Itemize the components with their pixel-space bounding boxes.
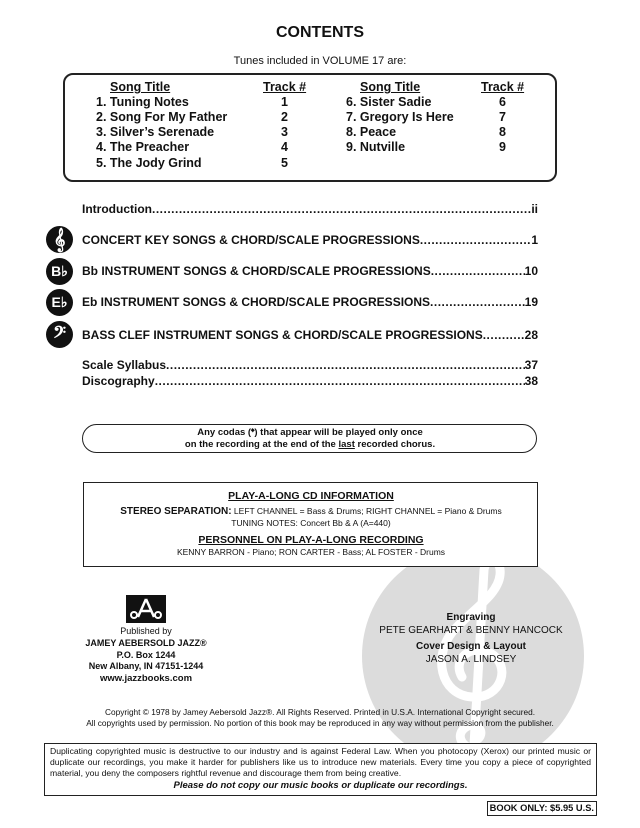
copyright-line2: All copyrights used by permission. No portion of this book may be reproduced in any way without permission from the publisher. bbox=[86, 718, 554, 728]
song-title: 4. The Preacher bbox=[96, 140, 190, 154]
credits-block bbox=[360, 611, 582, 666]
toc-title: BASS CLEF INSTRUMENT SONGS & CHORD/SCALE PROGRESSIONS bbox=[82, 328, 483, 342]
toc-entry-bb bbox=[82, 264, 538, 279]
dot-leader bbox=[430, 295, 525, 310]
warning-box bbox=[44, 743, 597, 796]
logo-icon bbox=[126, 595, 166, 623]
copyright-line1: Copyright © 1978 by Jamey Aebersold Jazz®. All Rights Reserved. Printed in U.S.A. International Copyright secured. bbox=[104, 707, 536, 717]
text: recorded chorus. bbox=[354, 439, 436, 450]
toc-page: 10 bbox=[524, 264, 538, 278]
personnel-list: KENNY BARRON - Piano; RON CARTER - Bass; AL FOSTER - Drums bbox=[176, 547, 446, 557]
toc-title: Eb INSTRUMENT SONGS & CHORD/SCALE PROGRESSIONS bbox=[82, 295, 431, 309]
col-header-track-right: Track # bbox=[481, 80, 525, 94]
toc-entry-introduction bbox=[82, 202, 538, 217]
stereo-text: LEFT CHANNEL = Bass & Drums; RIGHT CHANNEL = Piano & Drums bbox=[231, 506, 502, 516]
publisher-po: P.O. Box 1244 bbox=[116, 649, 176, 660]
song-title: 9. Nutville bbox=[346, 140, 406, 154]
price-row bbox=[44, 801, 597, 816]
publisher-name: JAMEY AEBERSOLD JAZZ® bbox=[85, 637, 207, 648]
volume-subtitle: Tunes included in VOLUME 17 are: bbox=[233, 55, 407, 67]
page-title: CONTENTS bbox=[276, 24, 364, 41]
toc-page: 37 bbox=[524, 358, 538, 372]
publisher-city: New Albany, IN 47151-1244 bbox=[88, 661, 204, 672]
bass-clef-icon: 𝄢 bbox=[46, 321, 73, 348]
coda-note-line1: Any codas (𝄌) that appear will be played only once bbox=[197, 427, 423, 438]
song-title: 7. Gregory Is Here bbox=[346, 110, 454, 124]
publisher-website[interactable]: www.jazzbooks.com bbox=[99, 673, 193, 685]
cover-name: JASON A. LINDSEY bbox=[425, 654, 517, 665]
song-track: 5 bbox=[281, 156, 288, 170]
song-track: 2 bbox=[281, 110, 288, 124]
song-track: 1 bbox=[281, 95, 288, 109]
col-header-song-left: Song Title bbox=[110, 80, 171, 94]
toc-title: Scale Syllabus bbox=[82, 358, 167, 372]
published-by: Published by bbox=[120, 626, 172, 636]
toc-page: 28 bbox=[524, 328, 538, 342]
song-title: 3. Silver’s Serenade bbox=[96, 125, 215, 139]
toc-title: Discography bbox=[82, 374, 155, 388]
toc-page: ii bbox=[531, 202, 538, 216]
text-underlined: last bbox=[338, 439, 355, 450]
song-title: 2. Song For My Father bbox=[96, 110, 228, 124]
dot-leader bbox=[166, 358, 525, 373]
stereo-label: STEREO SEPARATION: bbox=[120, 506, 232, 517]
b-flat-icon: B♭ bbox=[46, 258, 73, 285]
toc-page: 1 bbox=[531, 233, 538, 247]
aebersold-logo bbox=[126, 595, 166, 623]
song-track: 8 bbox=[499, 125, 506, 139]
song-title: 5. The Jody Grind bbox=[96, 156, 202, 170]
cd-info bbox=[83, 490, 539, 558]
dot-leader bbox=[420, 233, 531, 248]
song-track: 6 bbox=[499, 95, 506, 109]
e-flat-icon: E♭ bbox=[46, 289, 73, 316]
engraving-label: Engraving bbox=[446, 612, 496, 623]
col-header-track-left: Track # bbox=[263, 80, 307, 94]
engraving-names: PETE GEARHART & BENNY HANCOCK bbox=[379, 625, 563, 636]
price-tag: BOOK ONLY: $5.95 U.S. bbox=[487, 801, 597, 816]
toc-entry-concert bbox=[82, 233, 538, 248]
song-track: 4 bbox=[281, 140, 288, 154]
warning-plea: Please do not copy our music books or duplicate our recordings. bbox=[173, 780, 468, 791]
stereo-line bbox=[83, 505, 539, 518]
personnel-heading: PERSONNEL ON PLAY-A-LONG RECORDING bbox=[198, 534, 424, 546]
bottom-section bbox=[44, 743, 597, 816]
copyright bbox=[0, 707, 640, 729]
col-header-song-right: Song Title bbox=[360, 80, 421, 94]
toc-page: 19 bbox=[524, 295, 538, 309]
dot-leader bbox=[155, 374, 525, 389]
toc-title: CONCERT KEY SONGS & CHORD/SCALE PROGRESSIONS bbox=[82, 233, 420, 247]
publisher-block bbox=[66, 626, 226, 685]
dot-leader bbox=[431, 264, 525, 279]
toc-entry-discography bbox=[82, 374, 538, 389]
cd-info-heading: PLAY-A-LONG CD INFORMATION bbox=[228, 490, 394, 502]
song-title: 1. Tuning Notes bbox=[96, 95, 189, 109]
tuning-notes: TUNING NOTES: Concert Bb & A (A=440) bbox=[231, 518, 391, 528]
toc-title: Bb INSTRUMENT SONGS & CHORD/SCALE PROGRESSIONS bbox=[82, 264, 431, 278]
song-track: 9 bbox=[499, 140, 506, 154]
toc-entry-scale-syllabus bbox=[82, 358, 538, 373]
toc-entry-bass bbox=[82, 328, 538, 343]
toc-entry-eb bbox=[82, 295, 538, 310]
dot-leader bbox=[152, 202, 531, 217]
coda-note bbox=[82, 427, 538, 451]
treble-clef-icon: 𝄞 bbox=[46, 226, 73, 253]
text: on the recording at the end of the bbox=[184, 439, 339, 450]
toc-title: Introduction bbox=[82, 202, 152, 216]
song-title: 6. Sister Sadie bbox=[346, 95, 432, 109]
warning-text: Duplicating copyrighted music is destructive to our industry and is against Federal Law. When you photocopy (Xerox) our printed music or duplicate our recordings, you make it harder for publishers like us to introduce new materials. Every time you copy a piece of copyrighted material, you deny the composers rightful revenue and discourage them from being creative. bbox=[50, 746, 591, 778]
song-title: 8. Peace bbox=[346, 125, 397, 139]
toc-page: 38 bbox=[524, 374, 538, 388]
song-track: 7 bbox=[499, 110, 506, 124]
coda-note-line2 bbox=[82, 439, 538, 451]
song-track: 3 bbox=[281, 125, 288, 139]
cover-label: Cover Design & Layout bbox=[415, 641, 527, 652]
dot-leader bbox=[483, 328, 525, 343]
